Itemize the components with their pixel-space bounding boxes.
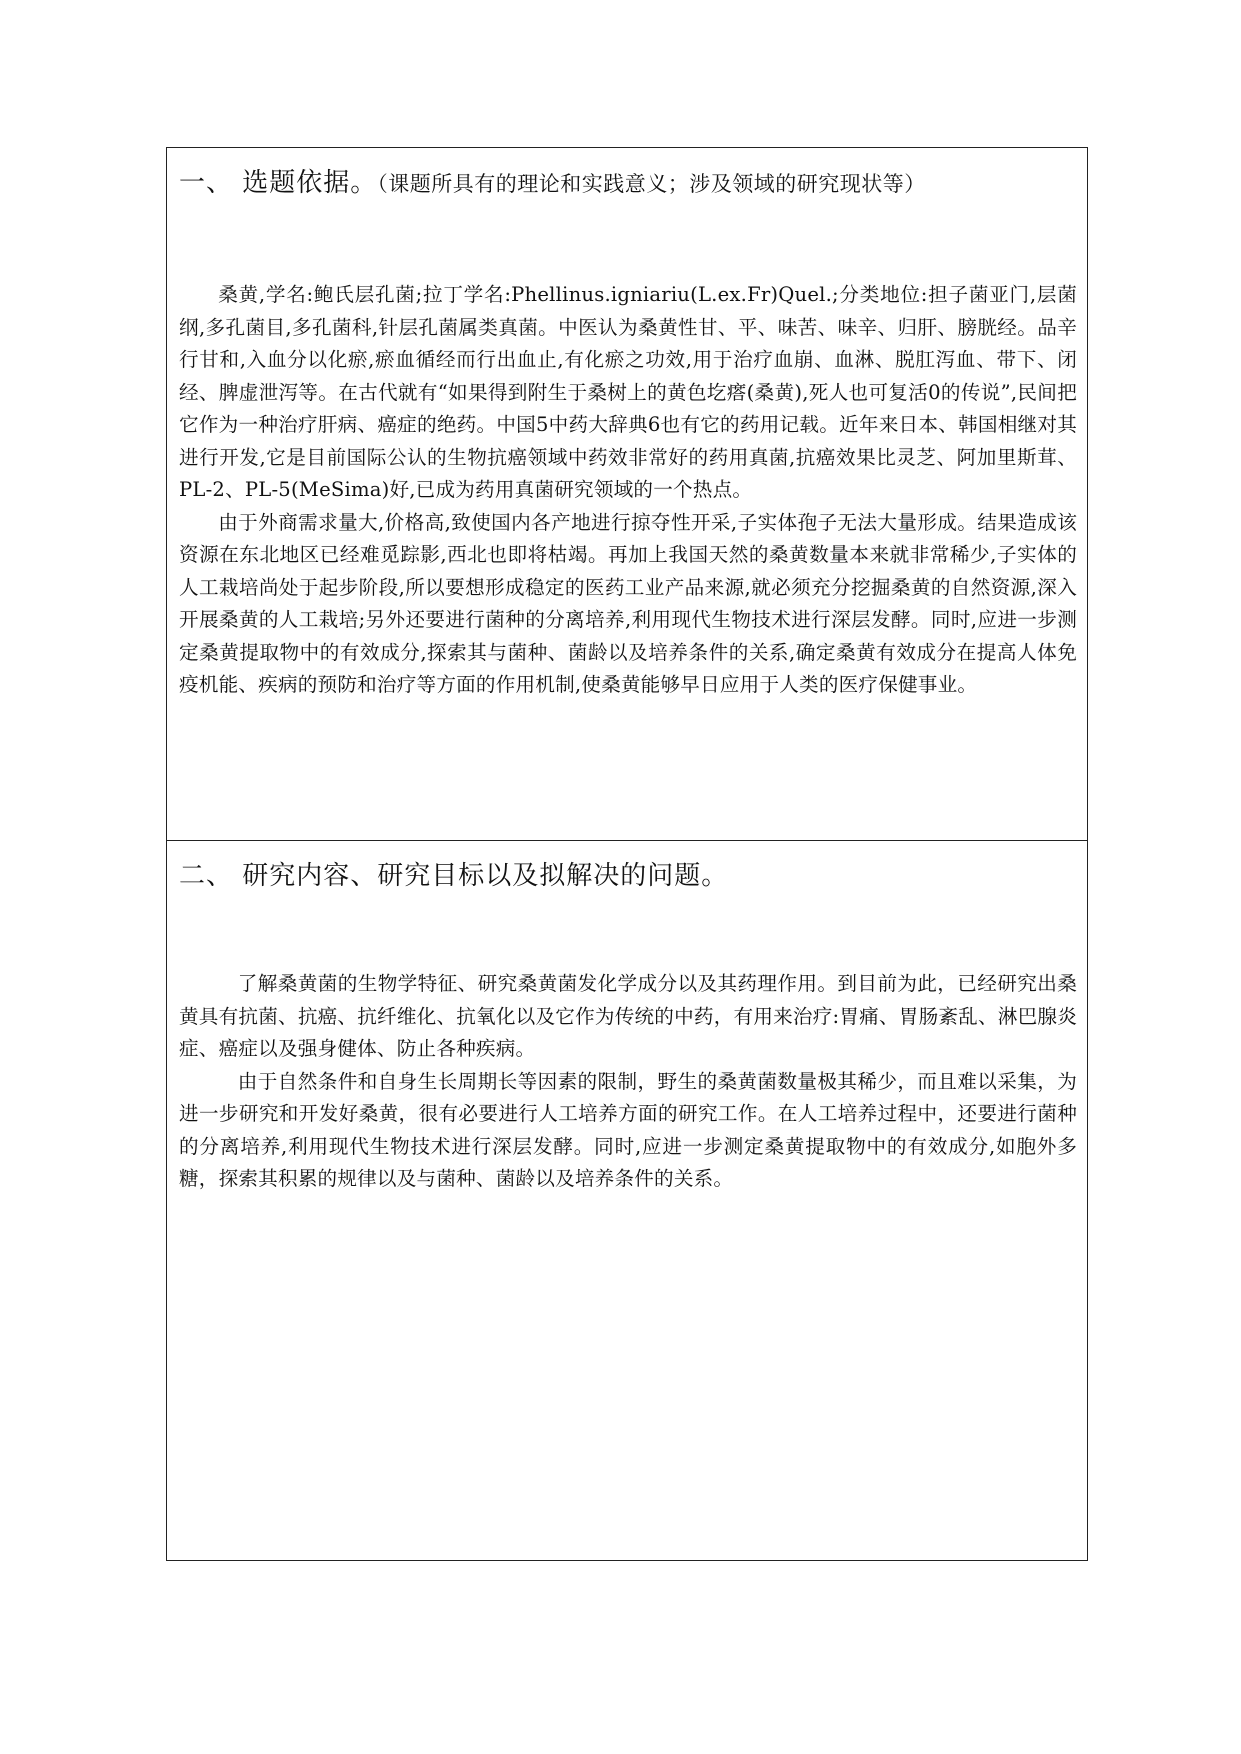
body-paragraph: 了解桑黄菌的生物学特征、研究桑黄菌发化学成分以及其药理作用。到目前为此，已经研究出桑黄具有抗菌、抗癌、抗纤维化、抗氧化以及它作为传统的中药，有用来治疗:胃痛、胃肠紊乱、淋巴腺炎症、癌症以及强身健体、防止各种疾病。: [179, 972, 1077, 1060]
section-heading: [179, 859, 728, 893]
section-research-content: [167, 841, 1087, 1560]
section-heading-note: （课题所具有的理论和实践意义；涉及领域的研究现状等）: [377, 172, 926, 196]
section-body: [179, 279, 1077, 702]
proposal-form-table: [166, 147, 1088, 1561]
body-paragraph: 桑黄,学名:鲍氏层孔菌;拉丁学名:Phellinus.igniariu(L.ex.Fr)Quel.;分类地位:担子菌亚门,层菌纲,多孔菌目,多孔菌科,针层孔菌属类真菌。中医认为桑黄性甘、平、味苦、味辛、归肝、膀胱经。品辛行甘和,入血分以化瘀,瘀血循经而行出血止,有化瘀之功效,用于治疗血崩、血淋、脱肛泻血、带下、闭经、脾虚泄泻等。在古代就有“如果得到附生于桑树上的黄色圪瘩(桑黄),死人也可复活0的传说”,民间把它作为一种治疗肝病、癌症的绝药。中国5中药大辞典6也有它的药用记载。近年来日本、韩国相继对其进行开发,它是目前国际公认的生物抗癌领域中药效非常好的药用真菌,抗癌效果比灵芝、阿加里斯茸、PL-2、PL-5(MeSima)好,已成为药用真菌研究领域的一个热点。: [179, 283, 1077, 501]
section-heading-title: 一、 选题依据。: [179, 168, 378, 198]
section-body: [179, 968, 1077, 1196]
section-heading: [179, 166, 926, 201]
body-paragraph: 由于外商需求量大,价格高,致使国内各产地进行掠夺性开采,子实体孢子无法大量形成。结果造成该资源在东北地区已经难觅踪影,西北也即将枯竭。再加上我国天然的桑黄数量本来就非常稀少,子实体的人工栽培尚处于起步阶段,所以要想形成稳定的医药工业产品来源,就必须充分挖掘桑黄的自然资源,深入开展桑黄的人工栽培;另外还要进行菌种的分离培养,利用现代生物技术进行深层发酵。同时,应进一步测定桑黄提取物中的有效成分,探索其与菌种、菌龄以及培养条件的关系,确定桑黄有效成分在提高人体免疫机能、疾病的预防和治疗等方面的作用机制,使桑黄能够早日应用于人类的医疗保健事业。: [179, 510, 1077, 696]
section-heading-title: 二、 研究内容、研究目标以及拟解决的问题。: [179, 861, 729, 891]
body-paragraph: 由于自然条件和自身生长周期长等因素的限制，野生的桑黄菌数量极其稀少，而且难以采集，为进一步研究和开发好桑黄，很有必要进行人工培养方面的研究工作。在人工培养过程中，还要进行菌种的分离培养,利用现代生物技术进行深层发酵。同时,应进一步测定桑黄提取物中的有效成分,如胞外多糖，探索其积累的规律以及与菌种、菌龄以及培养条件的关系。: [179, 1069, 1077, 1190]
section-topic-basis: [167, 148, 1087, 841]
